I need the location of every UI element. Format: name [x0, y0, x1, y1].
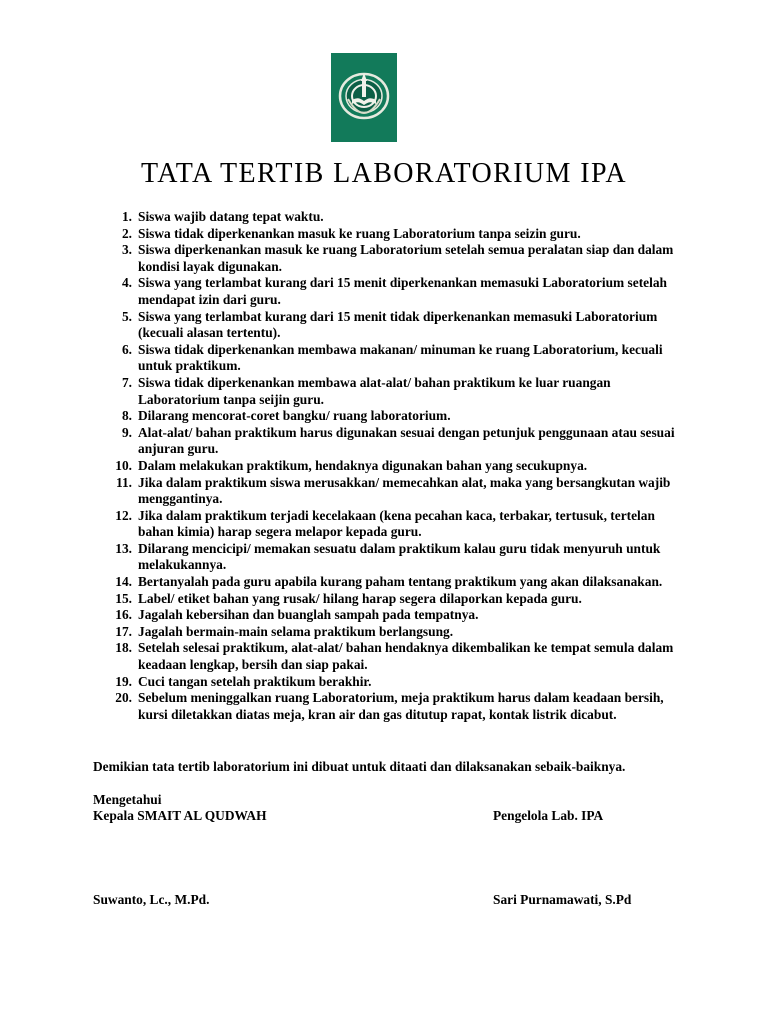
lab-manager-title: Pengelola Lab. IPA — [493, 808, 604, 823]
rule-text: Dalam melakukan praktikum, hendaknya digunakan bahan yang secukupnya. — [138, 457, 588, 473]
rules-list — [108, 209, 678, 723]
rule-text: Siswa tidak diperkenankan membawa makanan/ minuman ke ruang Laboratorium, kecuali untuk praktikum. — [138, 341, 663, 374]
rule-item — [108, 408, 678, 425]
rule-text: Dilarang mencicipi/ memakan sesuatu dalam praktikum kalau guru tidak menyuruh untuk melakukannya. — [138, 540, 661, 573]
rule-item — [108, 640, 678, 673]
rule-item — [108, 275, 678, 308]
rule-number: 15. — [115, 590, 132, 606]
principal-title: Kepala SMAIT AL QUDWAH — [93, 808, 267, 823]
rule-number: 7. — [121, 374, 132, 390]
rule-text: Siswa tidak diperkenankan masuk ke ruang Laboratorium tanpa seizin guru. — [138, 225, 581, 241]
rule-text: Siswa diperkenankan masuk ke ruang Laboratorium setelah semua peralatan siap dan dalam kondisi layak digunakan. — [138, 242, 674, 274]
rule-text: Siswa yang terlambat kurang dari 15 menit tidak diperkenankan memasuki Laboratorium (kecuali alasan tertentu). — [138, 308, 658, 341]
rule-text: Siswa wajib datang tepat waktu. — [138, 209, 324, 224]
rule-number: 10. — [115, 457, 132, 473]
rule-text: Alat-alat/ bahan praktikum harus digunakan sesuai dengan petunjuk penggunaan atau sesuai anjuran guru. — [138, 424, 675, 457]
rule-text: Sebelum meninggalkan ruang Laboratorium, meja praktikum harus dalam keadaan bersih, kursi diletakkan diatas meja, kran air dan gas ditutup rapat, kontak listrik dicabut. — [138, 690, 664, 722]
rule-item — [108, 242, 678, 275]
rule-item — [108, 342, 678, 375]
rule-item — [108, 425, 678, 458]
rule-item — [108, 541, 678, 574]
rule-text: Jagalah kebersihan dan buanglah sampah pada tempatnya. — [138, 607, 479, 623]
rule-item — [108, 591, 678, 608]
rule-item — [108, 475, 678, 508]
school-emblem-icon — [331, 53, 397, 142]
rule-number: 18. — [115, 640, 132, 656]
acknowledged-label: Mengetahui — [93, 792, 162, 807]
closing-statement: Demikian tata tertib laboratorium ini dibuat untuk ditaati dan dilaksanakan sebaik-baiknya. — [93, 759, 626, 774]
rule-number: 19. — [115, 673, 132, 689]
rule-number: 14. — [115, 574, 132, 590]
rule-number: 17. — [115, 623, 132, 639]
rule-item — [108, 226, 678, 243]
rule-item — [108, 674, 678, 691]
rule-text: Setelah selesai praktikum, alat-alat/ bahan hendaknya dikembalikan ke tempat semula dalam keadaan lengkap, bersih dan siap pakai. — [138, 640, 674, 673]
rule-number: 3. — [121, 242, 132, 258]
rule-item — [108, 458, 678, 475]
rule-item — [108, 209, 678, 226]
rule-item — [108, 624, 678, 641]
rule-text: Jika dalam praktikum terjadi kecelakaan (kena pecahan kaca, terbakar, tertusuk, tertelan bahan kimia) harap segera melapor kepada guru. — [138, 507, 655, 540]
rule-text: Bertanyalah pada guru apabila kurang paham tentang praktikum yang akan dilaksanakan. — [138, 574, 663, 590]
rule-item — [108, 375, 678, 408]
rule-item — [108, 309, 678, 342]
school-logo — [331, 53, 397, 142]
rule-text: Label/ etiket bahan yang rusak/ hilang harap segera dilaporkan kepada guru. — [138, 590, 582, 606]
rule-number: 2. — [121, 225, 132, 241]
rule-text: Cuci tangan setelah praktikum berakhir. — [138, 673, 372, 689]
rule-number: 11. — [116, 474, 132, 490]
rule-item — [108, 508, 678, 541]
rule-number: 13. — [115, 540, 132, 556]
page-title: TATA TERTIB LABORATORIUM IPA — [140, 158, 627, 189]
rule-text: Jagalah bermain-main selama praktikum berlangsung. — [138, 623, 454, 639]
rule-number: 12. — [115, 507, 132, 523]
rule-text: Siswa tidak diperkenankan membawa alat-alat/ bahan praktikum ke luar ruangan Laboratorium tanpa seijin guru. — [138, 374, 611, 407]
rule-number: 1. — [121, 209, 132, 224]
principal-name: Suwanto, Lc., M.Pd. — [93, 892, 210, 907]
rule-number: 9. — [121, 424, 132, 440]
rule-number: 4. — [121, 275, 132, 291]
rule-number: 20. — [115, 690, 132, 706]
rule-text: Dilarang mencorat-coret bangku/ ruang laboratorium. — [138, 408, 451, 424]
rule-number: 8. — [121, 408, 132, 424]
rule-number: 16. — [115, 607, 132, 623]
rule-text: Jika dalam praktikum siswa merusakkan/ memecahkan alat, maka yang bersangkutan wajib menggantinya. — [138, 474, 671, 507]
rule-item — [108, 574, 678, 591]
lab-manager-name: Sari Purnamawati, S.Pd — [493, 892, 632, 907]
rule-number: 6. — [121, 341, 132, 357]
rule-number: 5. — [121, 308, 132, 324]
rule-item — [108, 690, 678, 723]
rule-text: Siswa yang terlambat kurang dari 15 menit diperkenankan memasuki Laboratorium setelah mendapat izin dari guru. — [138, 275, 667, 307]
rule-item — [108, 607, 678, 624]
